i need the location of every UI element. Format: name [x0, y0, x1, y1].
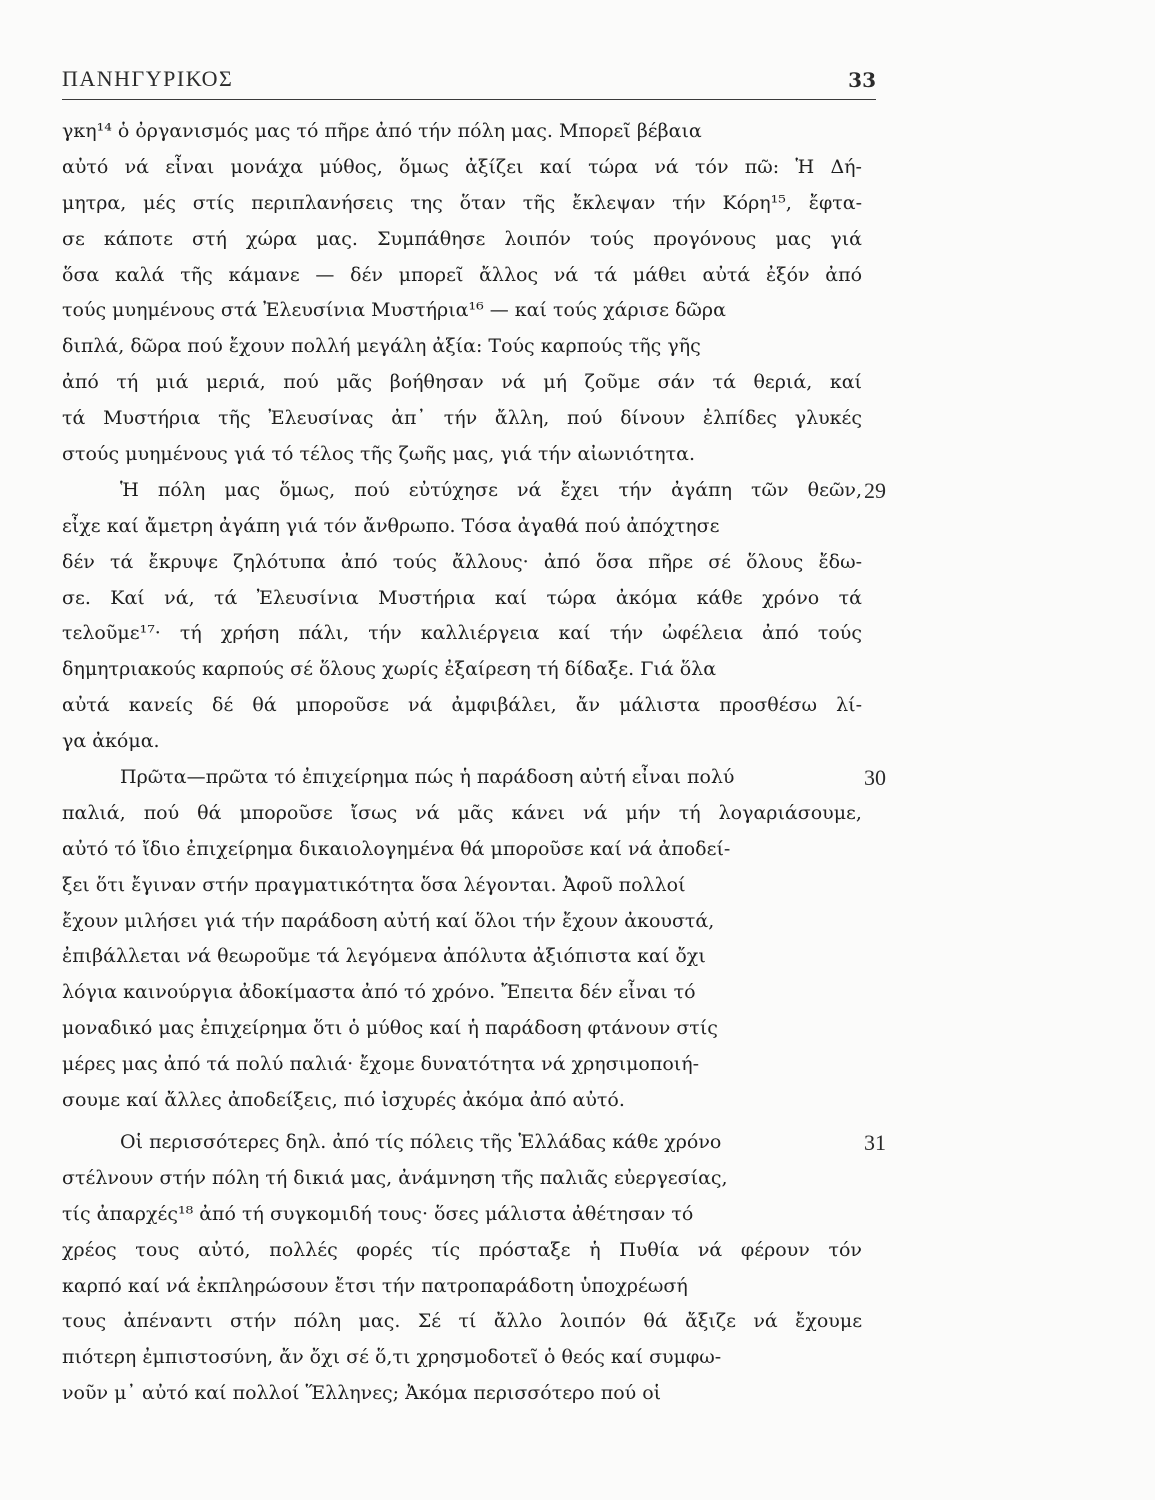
- line-text: τους ἀπέναντι στήν πόλη μας. Σέ τί ἄλλο λοιπόν θά ἄξιζε νά ἔχουμε: [62, 1310, 863, 1333]
- section-number: 31: [864, 1129, 886, 1155]
- text-line: [62, 975, 882, 1011]
- line-text: μοναδικό μας ἐπιχείρημα ὅτι ὁ μύθος καί ἡ παράδοση φτάνουν στίς: [62, 1017, 718, 1040]
- text-line: [62, 1125, 886, 1161]
- section-number: 30: [864, 765, 886, 791]
- line-text: τίς ἀπαρχές¹⁸ ἀπό τή συγκομιδή τους· ὅσες μάλιστα ἀθέτησαν τό: [62, 1202, 694, 1225]
- text-line: [62, 868, 882, 904]
- text-line: [62, 1376, 882, 1412]
- text-line: [62, 1269, 882, 1305]
- text-line: [62, 437, 882, 473]
- text-line: [62, 616, 882, 652]
- page-number: 33: [848, 68, 876, 92]
- line-text: δημητριακούς καρπούς σέ ὅλους χωρίς ἐξαίρεση τή δίδαξε. Γιά ὅλα: [62, 658, 717, 681]
- header-rule: [62, 99, 876, 100]
- text-line: [62, 545, 882, 581]
- running-head-title: ΠΑΝΗΓΥΡΙΚΟΣ: [62, 66, 234, 91]
- text-line: [62, 760, 886, 796]
- text-line: [62, 832, 882, 868]
- line-text: Ἡ πόλη μας ὅμως, πού εὐτύχησε νά ἔχει τήν ἀγάπη τῶν θεῶν,: [120, 478, 863, 501]
- body-text: [62, 114, 886, 1412]
- section-number: 29: [864, 477, 886, 503]
- line-text: διπλά, δῶρα πού ἔχουν πολλή μεγάλη ἀξία: Τούς καρπούς τῆς γῆς: [62, 335, 701, 358]
- line-text: σουμε καί ἄλλες ἀποδείξεις, πιό ἰσχυρές ἀκόμα ἀπό αὐτό.: [62, 1089, 625, 1112]
- text-line: [62, 114, 882, 150]
- line-text: σε. Καί νά, τά Ἐλευσίνια Μυστήρια καί τώρα ἀκόμα κάθε χρόνο τά: [62, 586, 862, 609]
- text-line: [62, 1304, 882, 1340]
- line-text: λόγια καινούργια ἀδοκίμαστα ἀπό τό χρόνο. Ἔπειτα δέν εἶναι τό: [62, 981, 696, 1004]
- line-text: αὐτά κανείς δέ θά μποροῦσε νά ἀμφιβάλει, ἄν μάλιστα προσθέσω λί-: [62, 694, 862, 717]
- line-text: παλιά, πού θά μποροῦσε ἴσως νά μᾶς κάνει νά μήν τή λογαριάσουμε,: [62, 801, 862, 824]
- line-text: Πρῶτα—πρῶτα τό ἐπιχείρημα πώς ἡ παράδοση αὐτή εἶναι πολύ: [120, 766, 735, 789]
- line-text: ξει ὅτι ἔγιναν στήν πραγματικότητα ὅσα λέγονται. Ἀφοῦ πολλοί: [62, 873, 686, 896]
- text-line: [62, 222, 882, 258]
- text-line: [62, 724, 882, 760]
- line-text: ἔχουν μιλήσει γιά τήν παράδοση αὐτή καί ὅλοι τήν ἔχουν ἀκουστά,: [62, 909, 715, 932]
- text-line: [62, 401, 882, 437]
- text-line: [62, 904, 882, 940]
- text-line: [62, 1083, 882, 1119]
- text-line: [62, 365, 882, 401]
- line-text: στούς μυημένους γιά τό τέλος τῆς ζωῆς μας, γιά τήν αἰωνιότητα.: [62, 443, 696, 466]
- text-line: [62, 473, 886, 509]
- line-text: γκη¹⁴ ὁ ὀργανισμός μας τό πῆρε ἀπό τήν πόλη μας. Μπορεῖ βέβαια: [62, 120, 702, 142]
- text-line: [62, 581, 882, 617]
- text-line: [62, 1233, 882, 1269]
- line-text: τά Μυστήρια τῆς Ἐλευσίνας ἀπ᾽ τήν ἄλλη, πού δίνουν ἐλπίδες γλυκές: [62, 407, 863, 430]
- line-text: καρπό καί νά ἐκπληρώσουν ἔτσι τήν πατροπαράδοτη ὑποχρέωσή: [62, 1274, 688, 1297]
- line-text: ἐπιβάλλεται νά θεωροῦμε τά λεγόμενα ἀπόλυτα ἀξιόπιστα καί ὄχι: [62, 945, 706, 968]
- line-text: χρέος τους αὐτό, πολλές φορές τίς πρόσταξε ἡ Πυθία νά φέρουν τόν: [62, 1238, 862, 1261]
- line-text: σε κάποτε στή χώρα μας. Συμπάθησε λοιπόν τούς προγόνους μας γιά: [62, 227, 862, 250]
- line-text: ἀπό τή μιά μεριά, πού μᾶς βοήθησαν νά μή ζοῦμε σάν τά θεριά, καί: [62, 371, 862, 394]
- text-line: [62, 796, 882, 832]
- line-text: ὅσα καλά τῆς κάμανε — δέν μπορεῖ ἄλλος νά τά μάθει αὐτά ἐξόν ἀπό: [62, 263, 863, 286]
- page-header: [62, 60, 876, 94]
- text-line: [62, 652, 882, 688]
- line-text: αὐτό νά εἶναι μονάχα μύθος, ὅμως ἀξίζει καί τώρα νά τόν πῶ: Ἡ Δή-: [62, 155, 862, 178]
- text-line: [62, 509, 882, 545]
- text-line: [62, 1161, 882, 1197]
- text-line: [62, 186, 882, 222]
- text-line: [62, 258, 882, 294]
- text-line: [62, 1197, 882, 1233]
- line-text: στέλνουν στήν πόλη τή δικιά μας, ἀνάμνηση τῆς παλιᾶς εὐεργεσίας,: [62, 1166, 728, 1189]
- line-text: νοῦν μ᾽ αὐτό καί πολλοί Ἕλληνες; Ἀκόμα περισσότερο πού οἱ: [62, 1382, 662, 1405]
- line-text: αὐτό τό ἴδιο ἐπιχείρημα δικαιολογημένα θά μποροῦσε καί νά ἀποδεί-: [62, 837, 731, 860]
- line-text: δέν τά ἔκρυψε ζηλότυπα ἀπό τούς ἄλλους· ἀπό ὅσα πῆρε σέ ὅλους ἔδω-: [62, 550, 862, 573]
- text-line: [62, 1340, 882, 1376]
- text-line: [62, 329, 882, 365]
- text-line: [62, 150, 882, 186]
- line-text: τούς μυημένους στά Ἐλευσίνια Μυστήρια¹⁶ — καί τούς χάρισε δῶρα: [62, 299, 726, 322]
- text-line: [62, 293, 882, 329]
- line-text: τελοῦμε¹⁷· τή χρήση πάλι, τήν καλλιέργεια καί τήν ὠφέλεια ἀπό τούς: [62, 622, 862, 645]
- line-text: εἶχε καί ἄμετρη ἀγάπη γιά τόν ἄνθρωπο. Τόσα ἀγαθά πού ἀπόχτησε: [62, 514, 720, 537]
- line-text: γα ἀκόμα.: [62, 730, 160, 753]
- text-line: [62, 1047, 882, 1083]
- line-text: πιότερη ἐμπιστοσύνη, ἄν ὄχι σέ ὅ,τι χρησμοδοτεῖ ὁ θεός καί συμφω-: [62, 1346, 722, 1369]
- text-line: [62, 1011, 882, 1047]
- line-text: Οἱ περισσότερες δηλ. ἀπό τίς πόλεις τῆς Ἑλλάδας κάθε χρόνο: [120, 1130, 722, 1153]
- text-line: [62, 939, 882, 975]
- line-text: μητρα, μές στίς περιπλανήσεις της ὅταν τῆς ἔκλεψαν τήν Κόρη¹⁵, ἔφτα-: [62, 191, 863, 214]
- line-text: μέρες μας ἀπό τά πολύ παλιά· ἔχομε δυνατότητα νά χρησιμοποιή-: [62, 1053, 700, 1076]
- text-line: [62, 688, 882, 724]
